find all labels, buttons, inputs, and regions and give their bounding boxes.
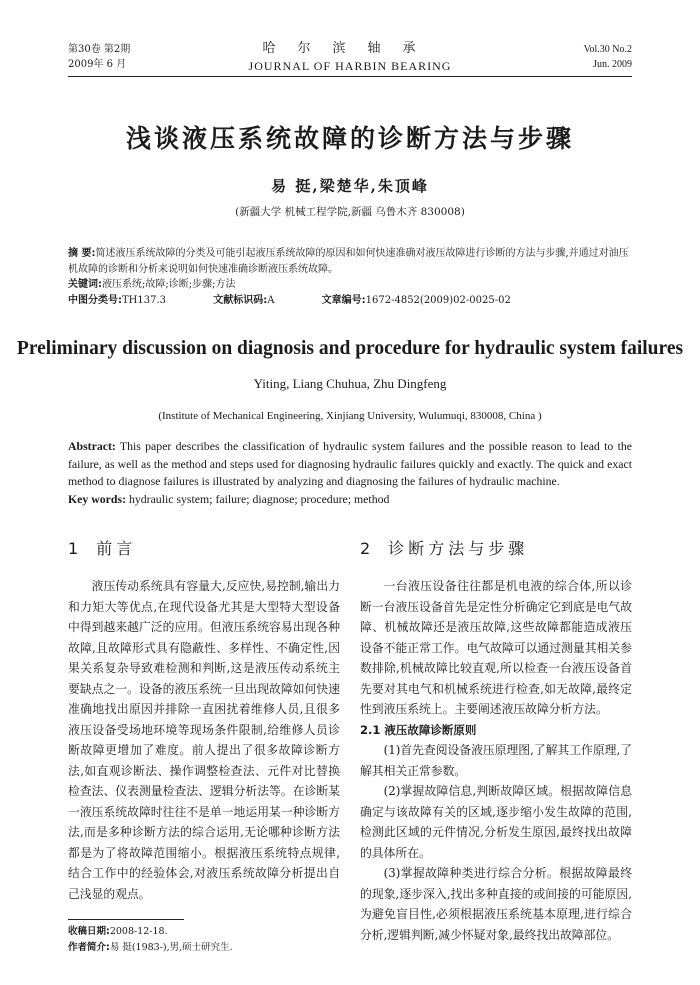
- header-volume-en: Vol.30 No.2: [583, 44, 632, 55]
- principle-item-2: (2)掌握故障信息,判断故障区域。根据故障信息确定与该故障有关的区域,逐步缩小发生故障的范围,检测此区域的元件情况,分析发生原因,最终找出故障的具体所在。: [360, 784, 632, 860]
- section-2-number: 2: [360, 539, 375, 558]
- keywords-cn: [68, 277, 632, 293]
- authors-cn: 易 挺,梁楚华,朱顶峰: [271, 177, 429, 195]
- abstract-en-label: Abstract:: [68, 439, 116, 453]
- column-left: [68, 536, 340, 904]
- keywords-en-label: Key words:: [68, 491, 126, 506]
- paper-title-cn: 浅谈液压系统故障的诊断方法与步骤: [125, 124, 574, 153]
- affiliation-en: (Institute of Mechanical Engineering, Xinjiang University, Wulumuqi, 830008, China ): [158, 410, 542, 422]
- classification-row: [68, 293, 632, 309]
- abstract-cn-label: 摘 要:: [68, 248, 96, 259]
- header-volume-cn: 第30卷 第2期: [68, 44, 131, 55]
- clc-number: 中图分类号:TH137.3: [68, 294, 167, 306]
- header-date-en: Jun. 2009: [593, 59, 632, 70]
- abstract-cn-body: [68, 246, 632, 277]
- journal-name-en: JOURNAL OF HARBIN BEARING: [248, 59, 452, 73]
- section-2-intro: 一台液压设备往往都是机电液的综合体,所以诊断一台液压设备首先是定性分析确定它到底是电气故障、机械故障还是液压故障,这些故障都能造成液压设备不能正常工作。电气故障可以通过测量其相关参数排除,机械故障比较直观,所以检查一台液压设备首先要对其电气和机械系统进行检查,如无故障,最终定性到液压系统上。主要阐述液压故障分析方法。: [360, 579, 632, 716]
- received-date: 收稿日期:2008-12-18.: [68, 926, 168, 937]
- abstract-cn: [68, 246, 632, 308]
- keywords-cn-label: 关键词:: [68, 279, 102, 290]
- header-right: [584, 42, 632, 72]
- section-1-paragraph: 液压传动系统具有容量大,反应快,易控制,输出力和力矩大等优点,在现代设备尤其是大型特大型设备中得到越来越广泛的应用。但液压系统容易出现各种故障,且故障形式具有隐蔽性、多样性、不确定性,因果关系复杂导致难检测和判断,这是液压传动系统主要缺点之一。设备的液压系统一旦出现故障如何快速准确地找出原因并排除一直困扰着维修人员,且很多液压设备受场地环境等现场条件限制,给维修人员诊断故障更增加了难度。前人提出了很多故障诊断方法,如直观诊断法、操作调整检查法、元件对比替换检查法、仪表测量检查法、逻辑分析法等。在诊断某一液压系统故障时往往不是单一地运用某一种诊断方法,而是多种诊断方法的综合运用,无论哪种诊断方法都是为了将故障范围缩小。根据液压系统特点规律,结合工作中的经验体会,对液压系统故障分析提出自己浅显的观点。: [68, 579, 340, 901]
- running-header: [68, 40, 632, 80]
- document-code: 文献标识码:A: [213, 294, 275, 306]
- paper-title-en: Preliminary discussion on diagnosis and procedure for hydraulic system failures: [16, 338, 684, 359]
- abstract-en-body: [68, 438, 632, 491]
- section-1-title: 前言: [96, 539, 137, 558]
- header-date-cn: 2009年 6 月: [68, 59, 127, 70]
- authors-en: Yiting, Liang Chuhua, Zhu Dingfeng: [253, 376, 447, 391]
- article-number: 文章编号:1672-4852(2009)02-0025-02: [321, 294, 511, 306]
- section-1-heading: [68, 536, 340, 562]
- affiliation-cn: (新疆大学 机械工程学院,新疆 乌鲁木齐 830008): [235, 206, 465, 218]
- abstract-en: [68, 438, 632, 508]
- footnote-rule: [68, 919, 184, 920]
- author-bio: 作者简介:易 挺(1983-),男,硕士研究生.: [68, 942, 233, 953]
- column-right: [360, 536, 632, 945]
- abstract-cn-text: 简述液压系统故障的分类及可能引起液压系统故障的原因和如何快速准确对液压故障进行诊断的方法与步骤,并通过对油压机故障的诊断和分析来说明如何快速准确诊断液压系统故障。: [68, 248, 629, 275]
- keywords-cn-text: 液压系统;故障;诊断;步骤;方法: [102, 279, 236, 290]
- abstract-en-text: This paper describes the classification of hydraulic system failures and the possible reason to lead to the failure, as well as the method and steps used for diagnosing hydraulic failures quickly and exactly. The quick and exact method to diagnose failures is illustrated by analyzing and diagnosing the failures of hydraulic machine.: [68, 439, 632, 488]
- subsection-2-1-heading: 2.1 液压故障诊断原则: [360, 722, 477, 737]
- section-1-number: 1: [68, 539, 83, 558]
- footnote: [68, 924, 348, 956]
- keywords-en-text: hydraulic system; failure; diagnose; procedure; method: [126, 491, 390, 506]
- header-rule: [68, 76, 632, 77]
- principle-item-3: (3)掌握故障种类进行综合分析。根据故障最终的现象,逐步深入,找出多种直接的或间接的可能原因,为避免盲目性,必须根据液压系统基本原理,进行综合分析,逻辑判断,减少怀疑对象,最终找出故障部位。: [360, 866, 632, 942]
- section-2-heading: [360, 536, 632, 562]
- section-2-title: 诊断方法与步骤: [388, 539, 529, 558]
- keywords-en: [68, 491, 632, 509]
- principle-item-1: (1)首先查阅设备液压原理图,了解其工作原理,了解其相关正常参数。: [360, 743, 632, 778]
- header-center: [68, 40, 632, 74]
- journal-name-cn: 哈尔滨轴承: [262, 41, 438, 56]
